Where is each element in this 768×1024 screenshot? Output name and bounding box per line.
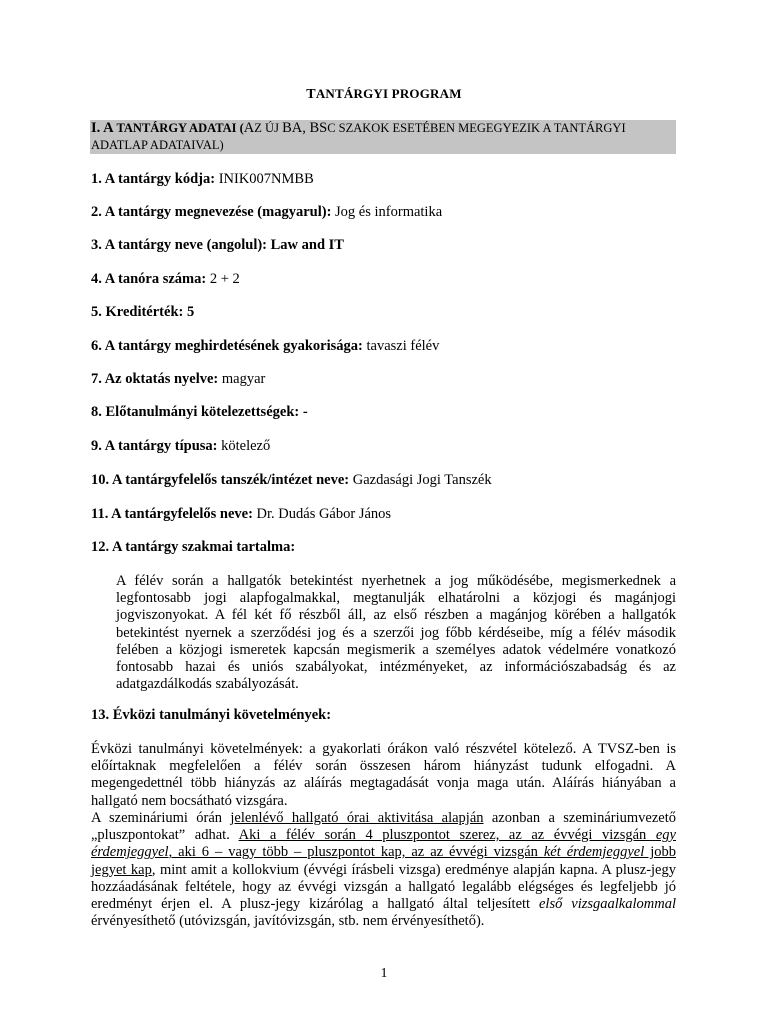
section-heading: I. A TANTÁRGY ADATAI (AZ ÚJ BA, BSC SZAKOK ESETÉBEN MEGEGYEZIK A TANTÁRGYI ADATLAP ADATAIVAL) (91, 120, 626, 152)
field-language: 7. Az oktatás nyelve: magyar (91, 371, 266, 387)
field-responsible: 11. A tantárgyfelelős neve: Dr. Dudás Gábor János (91, 506, 392, 522)
field-credits: 5. Kreditérték: 5 (91, 304, 195, 320)
field-content-heading: 12. A tantárgy szakmai tartalma: (91, 539, 296, 555)
field-department: 10. A tantárgyfelelős tanszék/intézet neve: Gazdasági Jogi Tanszék (91, 472, 492, 488)
field-course-name-en: 3. A tantárgy neve (angolul): Law and IT (91, 237, 344, 253)
document-title: TANTÁRGYI PROGRAM (306, 86, 462, 102)
field-course-code: 1. A tantárgy kódja: INIK007NMBB (91, 171, 314, 187)
field-type: 9. A tantárgy típusa: kötelező (91, 438, 271, 454)
field-prerequisites: 8. Előtanulmányi kötelezettségek: - (91, 404, 308, 420)
course-content-paragraph: A félév során a hallgatók betekintést nyerhetnek a jog működésébe, megismerkednek a legfontosabb jogi alapfogalmakkal, megtanulják elhatárolni a közjogi és magánjogi jogviszonyokat. A fél két fő részből áll, az első részben a magánjog körében a hallgatók betekintést nyernek a szerződési jog és a szerzői jog főbb kérdéseibe, míg a félév második felében a közjogi ismeretek kapcsán megismerik a személyes adatok védelmére vonatkozó fontosabb hazai és uniós szabályokat, intézményeket, az információszabadság és az adatgazdálkodás szabályozását. (116, 573, 676, 693)
requirements-paragraph-1: Évközi tanulmányi követelmények: a gyakorlati órákon való részvétel kötelező. A TVSZ-ben is előírtaknak megfelelően a félév során összesen három hiányzást tudunk elfogadni. A megengedettnél több hiányzás az aláírás megtagadását vonja maga után. Aláírás hiányában a hallgató nem bocsátható vizsgára. (91, 741, 676, 809)
field-hours: 4. A tanóra száma: 2 + 2 (91, 271, 240, 287)
requirements-paragraph-2: A szemináriumi órán jelenlévő hallgató órai aktivitása alapján azonban a szemináriumvezető „pluszpontokat” adhat. Aki a félév során 4 pluszpontot szerez, az az évvégi vizsgán egy érdemjeggyel, aki 6 – vagy több – pluszpontot kap, az az évvégi vizsgán két érdemjeggyel jobb jegyet kap, mint amit a kollokvium (évvégi írásbeli vizsga) eredménye alapján kapna. A plusz-jegy hozzáadásának feltétele, hogy az évvégi vizsgán a hallgató legalább elégséges és legfeljebb jó eredményt érjen el. A plusz-jegy kizárólag a hallgató által teljesített első vizsgaalkalommal érvényesíthető (utóvizsgán, javítóvizsgán, stb. nem érvényesíthető). (91, 810, 677, 930)
field-frequency: 6. A tantárgy meghirdetésének gyakorisága: tavaszi félév (91, 338, 440, 354)
requirements-heading: 13. Évközi tanulmányi követelmények: (91, 707, 332, 723)
page-number: 1 (380, 966, 388, 981)
field-course-name-hu: 2. A tantárgy megnevezése (magyarul): Jog és informatika (91, 204, 443, 220)
